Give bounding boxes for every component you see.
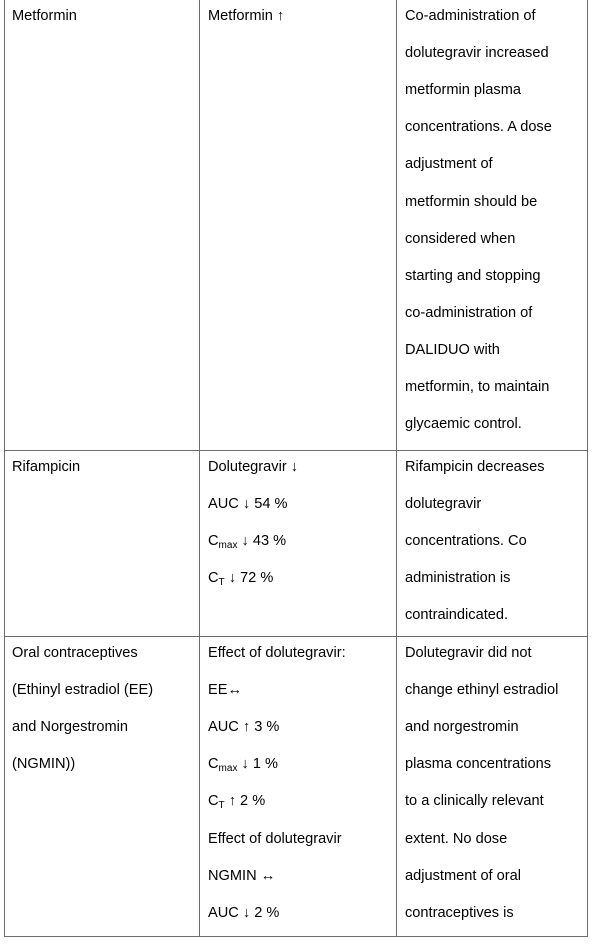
recommendation-line: concentrations. Co [405, 533, 527, 550]
pk-parameter-subscript: max [218, 540, 238, 552]
drug-name-line: Metformin [12, 8, 77, 24]
effect-line [208, 531, 286, 553]
recommendation-line: administration is [405, 570, 511, 587]
recommendation-line: Rifampicin decreases [405, 459, 545, 475]
recommendation-line: adjustment of [405, 156, 493, 173]
effect-line: NGMIN ↔ [208, 867, 276, 884]
recommendation-line: to a clinically relevant [405, 793, 544, 810]
recommendation-line: starting and stopping [405, 267, 541, 284]
recommendation-line: co-administration of [405, 304, 533, 321]
effect-line: Effect of dolutegravir: [208, 645, 346, 661]
pk-change-value: ↓ 72 % [224, 570, 274, 587]
pk-parameter-subscript: T [218, 800, 225, 812]
effect-line: AUC ↓ 2 % [208, 904, 280, 921]
recommendation-line: contraindicated. [405, 607, 509, 624]
effect-line: EE↔ [208, 682, 243, 699]
pk-change-value: ↓ 43 % [237, 533, 287, 550]
recommendation-line: extent. No dose [405, 830, 508, 847]
table-row-oral-contraceptives [4, 637, 588, 937]
pk-parameter-subscript: T [218, 577, 225, 589]
effect-line [208, 754, 278, 776]
recommendation-line: contraceptives is [405, 904, 514, 921]
pk-parameter: C [208, 756, 219, 773]
effect-line: Metformin ↑ [208, 8, 285, 24]
recommendation-line: change ethinyl estradiol [405, 682, 559, 699]
recommendation-line: and norgestromin [405, 719, 519, 736]
recommendation-line: adjustment of oral [405, 867, 522, 884]
effect-line [208, 568, 273, 590]
recommendation-line: dolutegravir increased [405, 45, 549, 62]
effect-line: AUC ↑ 3 % [208, 719, 280, 736]
effect-line: AUC ↓ 54 % [208, 496, 288, 513]
recommendation-line: Dolutegravir did not [405, 645, 532, 661]
table-row-rifampicin [4, 451, 588, 637]
pk-parameter: C [208, 793, 219, 810]
recommendation-line: plasma concentrations [405, 756, 552, 773]
drug-name-line: and Norgestromin [12, 719, 128, 736]
recommendation-line: metformin plasma [405, 82, 521, 99]
pk-change-value: ↑ 2 % [224, 793, 266, 810]
drug-name-line: (NGMIN)) [12, 756, 76, 773]
recommendation-line: considered when [405, 230, 516, 247]
recommendation-line: metformin, to maintain [405, 379, 550, 395]
recommendation-line: concentrations. A dose [405, 119, 552, 136]
pk-parameter: C [208, 570, 219, 587]
recommendation-line: DALIDUO with [405, 341, 500, 358]
table-row-metformin [4, 0, 588, 451]
effect-line: Dolutegravir ↓ [208, 459, 299, 475]
pk-change-value: ↓ 1 % [237, 756, 279, 773]
recommendation-line: metformin should be [405, 193, 538, 210]
recommendation-line: Co-administration of [405, 8, 536, 24]
drug-name-line: Oral contraceptives [12, 645, 138, 661]
drug-name-line: (Ethinyl estradiol (EE) [12, 682, 154, 699]
drug-name-line: Rifampicin [12, 459, 81, 475]
effect-line [208, 791, 265, 813]
effect-line: Effect of dolutegravir [208, 830, 342, 847]
interaction-table [4, 0, 588, 937]
pk-parameter: C [208, 533, 219, 550]
recommendation-line: dolutegravir [405, 496, 482, 513]
pk-parameter-subscript: max [218, 763, 238, 775]
recommendation-line: glycaemic control. [405, 416, 522, 433]
